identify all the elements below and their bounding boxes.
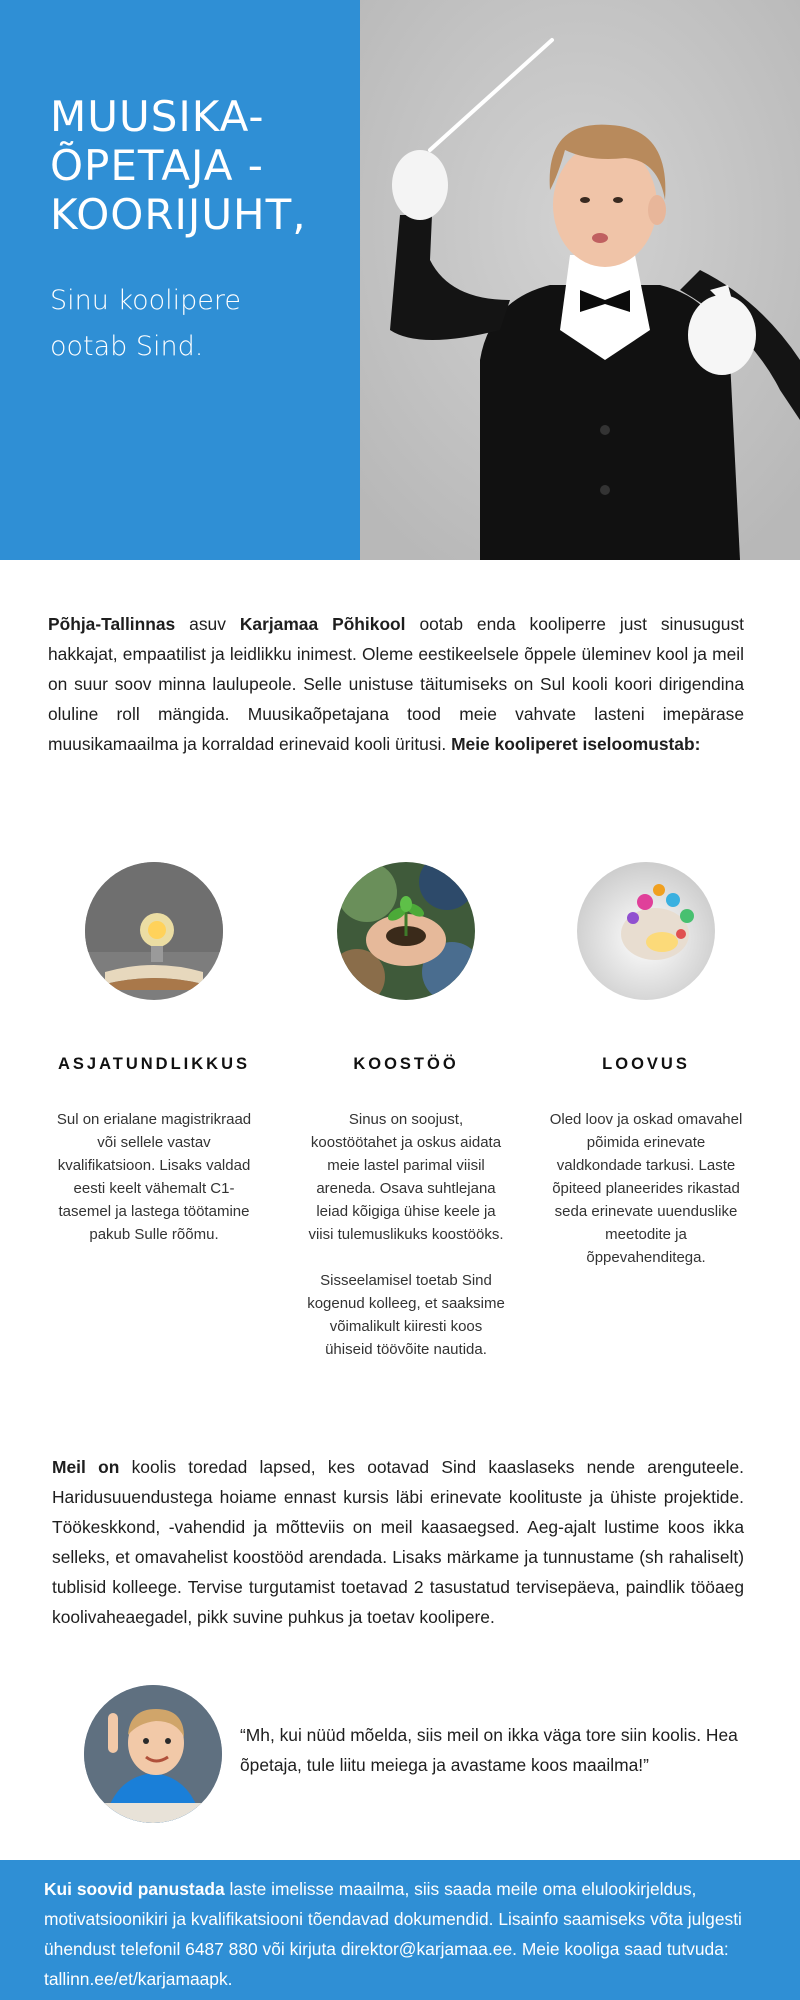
value-title: ASJATUNDLIKKUS [57, 1055, 251, 1073]
hero-title-line: MUUSIKA- [50, 92, 265, 141]
intro-paragraph [48, 609, 744, 759]
student-quote: “Mh, kui nüüd mõelda, siis meil on ikka väga tore siin koolis. Hea õpetaja, tule liitu meiega ja avastame koos maailma!” [240, 1725, 738, 1775]
intro-values-lead: Meie kooliperet iseloomustab: [451, 734, 701, 754]
intro-text: asuv [175, 614, 240, 634]
value-title: LOOVUS [602, 1055, 690, 1073]
hero-subtitle-line: ootab Sind. [50, 331, 204, 362]
value-description: Sul on erialane magistrikraad või sellele vastav kvalifikatsioon. Lisaks valdad eesti keelt vähemalt C1-tasemel ja lastega töötamine pakub Sulle rõõmu. [56, 1111, 252, 1243]
intro-school-name: Karjamaa Põhikool [239, 614, 406, 634]
lightbulb-book-icon [85, 862, 223, 1000]
creative-brain-icon [577, 862, 715, 1000]
intro-location: Põhja-Tallinnas [48, 614, 176, 634]
hero-subtitle-line: Sinu koolipere [50, 285, 242, 316]
hands-plant-icon [337, 862, 475, 1000]
value-column-asjatundlikkus [34, 862, 274, 1246]
hero-subtitle [50, 278, 330, 370]
value-description: Sinus on soojust, koostöötahet ja oskus aidata meie lastel parimal viisil areneda. Osava suhtlejana leiad kõigiga ühise keele ja viisi tulemuslikuks koostööks. [308, 1111, 504, 1243]
intro-text: ootab enda kooliperre just sinusugust hakkajat, empaatilist ja leidlikku inimest. Oleme eestikeelsele õppele üleminev kool ja meil on suur soov minna laulupeole. Selle unistuse täitumiseks on Sul kooli koori dirigendina oluline roll mängida. Muusikaõpetajana tood meie vahvate lasteni imepärase muusikamaailma ja korraldad erinevaid kooli üritusi. [48, 614, 744, 754]
value-column-koostoo [286, 862, 526, 1361]
value-description: Oled loov ja oskad omavahel põimida erinevate valdkondade tarkusi. Laste õpiteed planeerides rikastad seda erinevate uuenduslike meetodite ja õppevahenditega. [549, 1111, 743, 1266]
contact-footer [0, 1860, 800, 2000]
student-avatar [84, 1685, 222, 1823]
hero-title [50, 92, 350, 239]
benefits-paragraph [52, 1452, 744, 1632]
conductor-boy-illustration [360, 0, 800, 560]
contact-lead: Kui soovid panustada [44, 1879, 225, 1899]
hero-photo-conductor-boy [360, 0, 800, 560]
hero-banner [0, 0, 800, 560]
value-title: KOOSTÖÖ [353, 1055, 459, 1073]
value-column-loovus [526, 862, 766, 1269]
value-description-secondary: Sisseelamisel toetab Sind kogenud kolleeg, et saaksime võimalikult kiiresti koos ühiseid töövõite nautida. [307, 1272, 505, 1358]
benefits-text: koolis toredad lapsed, kes ootavad Sind kaaslaseks nende arenguteele. Haridusuuendustega hoiame ennast kursis läbi erinevate koolituste ja ühiste projektide. Töökeskkond, -vahendid ja mõtteviis on meil kaasaegsed. Aeg-ajalt lustime koos ikka selleks, et omavahelist koostööd arendada. Lisaks märkame ja tunnustame (sh rahaliselt) tublisid kolleege. Tervise turgutamist toetavad 2 tasustatud tervisepäeva, paindlik tööaeg koolivaheaegadel, pikk suvine puhkus ja toetav koolipere. [52, 1457, 744, 1627]
hero-title-line: ÕPETAJA - [50, 141, 264, 190]
hero-text-panel [0, 0, 360, 560]
contact-text [44, 1874, 756, 1994]
benefits-lead: Meil on [52, 1457, 120, 1477]
hero-title-line: KOORIJUHT, [50, 190, 307, 239]
contact-details: laste imelisse maailma, siis saada meile oma elulookirjeldus, motivatsioonikiri ja kvalifikatsiooni tõendavad dokumendid. Lisainfo saamiseks võta julgesti ühendust telefonil 6487 880 või kirjuta direktor@karjamaa.ee. Meie kooliga saad tutvuda: tallinn.ee/et/karjamaapk. [44, 1879, 742, 1989]
